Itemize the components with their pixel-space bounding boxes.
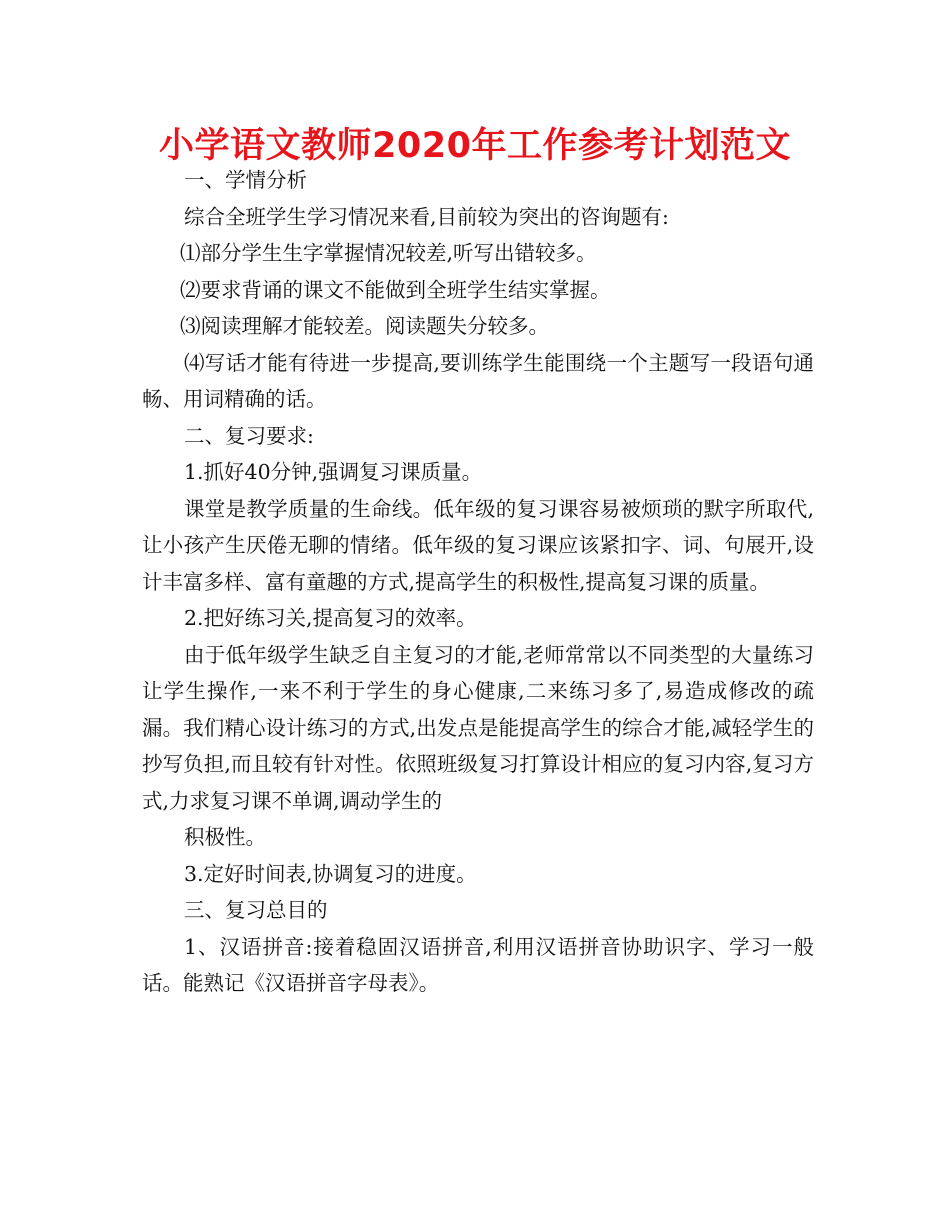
paragraph: 课堂是教学质量的生命线。低年级的复习课容易被烦琐的默字所取代,让小孩产生厌倦无聊的情绪。低年级的复习课应该紧扣字、词、句展开,设计丰富多样、富有童趣的方式,提高学生的积极性,提高复习课的质量。: [142, 496, 814, 594]
paragraph: 1、汉语拼音:接着稳固汉语拼音,利用汉语拼音协助识字、学习一般话。能熟记《汉语拼音字母表》。: [142, 934, 814, 995]
document-title: 小学语文教师2020年工作参考计划范文: [159, 126, 791, 166]
paragraph: 由于低年级学生缺乏自主复习的才能,老师常常以不同类型的大量练习让学生操作,一来不利于学生的身心健康,二来练习多了,易造成修改的疏漏。我们精心设计练习的方式,出发点是能提高学生的综合才能,减轻学生的抄写负担,而且较有针对性。依照班级复习打算设计相应的复习内容,复习方式,力求复习课不单调,调动学生的: [142, 642, 814, 813]
list-item: ⑵要求背诵的课文不能做到全班学生结实掌握。: [180, 277, 611, 302]
list-item: ⑷写话才能有待进一步提高,要训练学生能围绕一个主题写一段语句通畅、用词精确的话。: [142, 350, 814, 411]
paragraph: 积极性。: [184, 825, 266, 849]
list-item: ⑴部分学生生字掌握情况较差,听写出错较多。: [180, 241, 597, 265]
list-item: ⑶阅读理解才能较差。阅读题失分较多。: [180, 314, 549, 338]
paragraph: 综合全班学生学习情况来看,目前较为突出的咨询题有:: [184, 204, 669, 229]
section-heading-2: 二、复习要求:: [184, 423, 314, 448]
section-heading-1: 一、学情分析: [184, 168, 307, 192]
subheading: 1.抓好40分钟,强调复习课质量。: [184, 460, 483, 484]
section-heading-3: 三、复习总目的: [184, 898, 328, 922]
subheading: 3.定好时间表,协调复习的进度。: [184, 861, 477, 886]
subheading: 2.把好练习关,提高复习的效率。: [184, 606, 477, 630]
document-body: [142, 162, 814, 1002]
